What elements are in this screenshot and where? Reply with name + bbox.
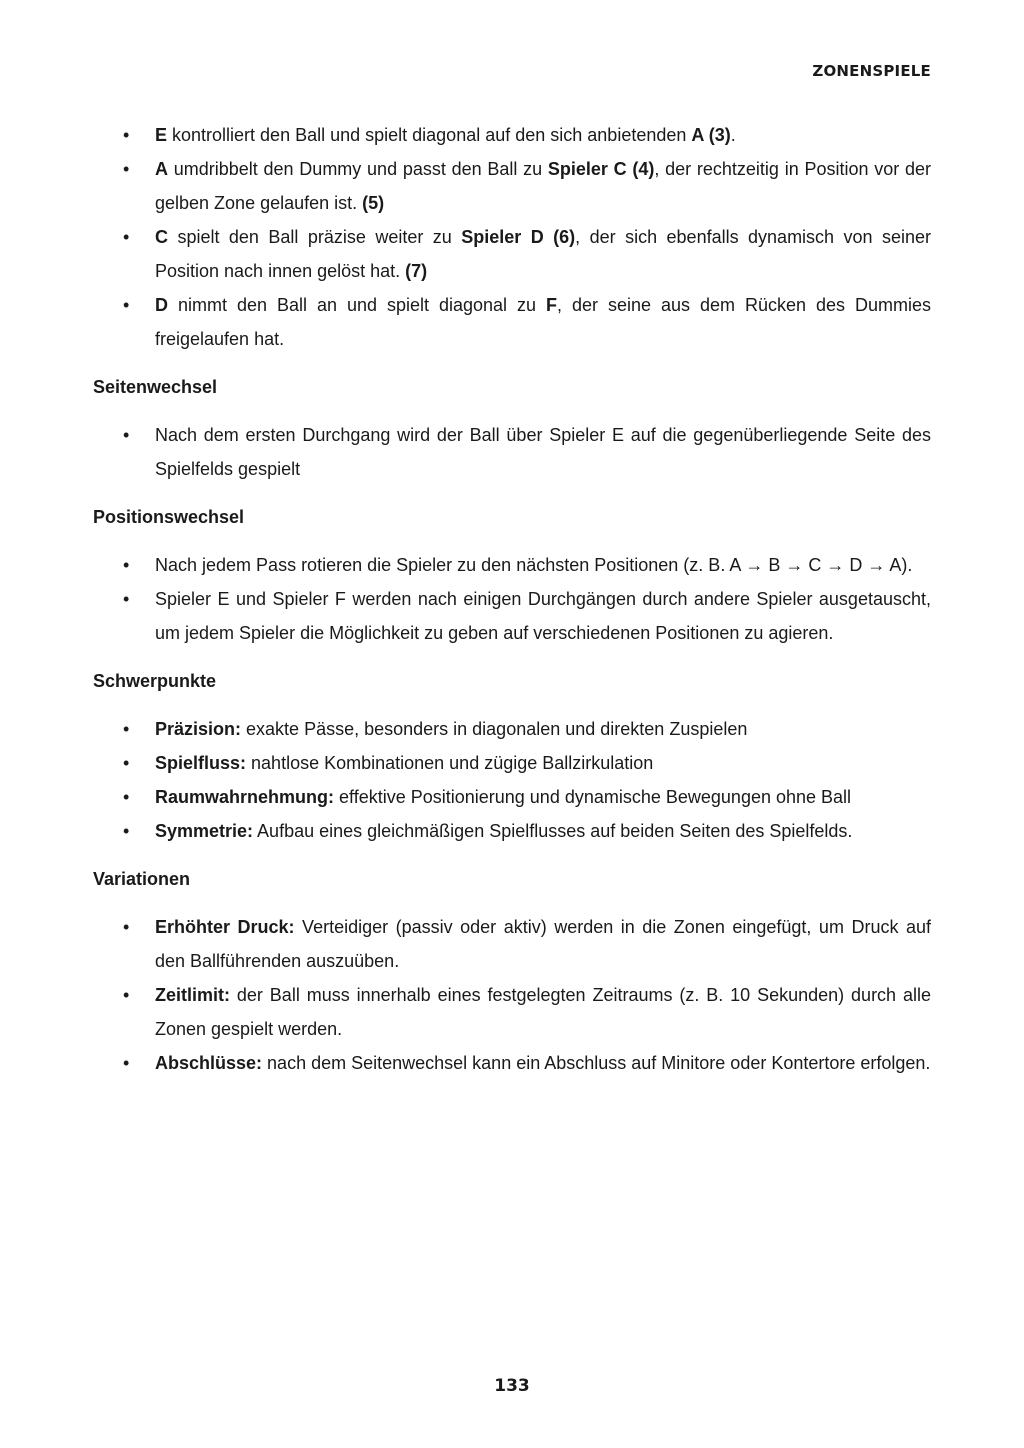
- item-text: Aufbau eines gleichmäßigen Spielflusses auf beiden Seiten des Spielfelds.: [253, 821, 853, 841]
- emphasized-text: Spielfluss:: [155, 753, 247, 773]
- sections-container: [93, 370, 931, 1080]
- item-text: nahtlose Kombinationen und zügige Ballzirkulation: [246, 753, 654, 773]
- emphasized-text: D: [155, 295, 168, 315]
- bullet-dot-icon: •: [123, 753, 130, 773]
- bullet-dot-icon: •: [123, 589, 130, 609]
- list-item: [93, 978, 931, 1046]
- bullet-dot-icon: •: [123, 787, 130, 807]
- list-item: [93, 910, 931, 978]
- bullet-dot-icon: •: [123, 917, 130, 937]
- bullet-dot-icon: •: [123, 125, 130, 145]
- bullet-dot-icon: •: [123, 227, 130, 247]
- emphasized-text: Präzision:: [155, 719, 242, 739]
- list-item: [93, 548, 931, 582]
- section-heading: Seitenwechsel: [93, 377, 218, 397]
- item-text: , der rechtzeitig in Position vor der gelben Zone gelaufen ist.: [155, 159, 931, 213]
- list-item: [93, 118, 931, 152]
- list-item: [93, 220, 931, 288]
- item-text: kontrolliert den Ball und spielt diagonal auf den sich anbietenden: [167, 125, 692, 145]
- emphasized-text: A (3): [691, 125, 731, 145]
- emphasized-text: (7): [405, 261, 428, 281]
- section-heading: Positionswechsel: [93, 507, 245, 527]
- bullet-dot-icon: •: [123, 719, 130, 739]
- section-bullet-list: [93, 910, 931, 1080]
- section-bullet-list: [93, 418, 931, 486]
- item-text: spielt den Ball präzise weiter zu: [168, 227, 462, 247]
- list-item: [93, 288, 931, 356]
- bullet-dot-icon: •: [123, 159, 130, 179]
- item-text: effektive Positionierung und dynamische Bewegungen ohne Ball: [334, 787, 852, 807]
- page-content: [93, 118, 931, 1080]
- section-bullet-list: [93, 548, 931, 650]
- emphasized-text: Raumwahrnehmung:: [155, 787, 335, 807]
- item-text: Nach dem ersten Durchgang wird der Ball über Spieler E auf die gegenüberliegende Seite des Spielfelds gespielt: [155, 425, 931, 479]
- section-heading: Variationen: [93, 869, 191, 889]
- running-header: ZONENSPIELE: [812, 62, 931, 80]
- item-text: .: [730, 125, 736, 145]
- emphasized-text: E: [155, 125, 168, 145]
- emphasized-text: Zeitlimit:: [155, 985, 230, 1005]
- bullet-dot-icon: •: [123, 985, 130, 1005]
- emphasized-text: Spieler C (4): [547, 159, 655, 179]
- item-text: umdribbelt den Dummy und passt den Ball zu: [168, 159, 548, 179]
- list-item: [93, 712, 931, 746]
- section-bullet-list: [93, 712, 931, 848]
- bullet-dot-icon: •: [123, 555, 130, 575]
- item-text: Spieler E und Spieler F werden nach einigen Durchgängen durch andere Spieler ausgetauscht, um jedem Spieler die Möglichkeit zu geben auf verschiedenen Positionen zu agieren.: [155, 589, 931, 643]
- intro-bullet-list: [93, 118, 931, 356]
- emphasized-text: Abschlüsse:: [155, 1053, 263, 1073]
- section-heading: Schwerpunkte: [93, 671, 217, 691]
- emphasized-text: Spieler D (6): [461, 227, 576, 247]
- emphasized-text: F: [546, 295, 557, 315]
- bullet-dot-icon: •: [123, 821, 130, 841]
- item-text: Verteidiger (passiv oder aktiv) werden in die Zonen eingefügt, um Druck auf den Ballführenden auszuüben.: [155, 917, 931, 971]
- item-text: , der seine aus dem Rücken des Dummies freigelaufen hat.: [155, 295, 931, 349]
- bullet-dot-icon: •: [123, 1053, 130, 1073]
- page-number: 133: [494, 1376, 530, 1396]
- bullet-dot-icon: •: [123, 425, 130, 445]
- list-item: [93, 814, 931, 848]
- emphasized-text: Symmetrie:: [155, 821, 254, 841]
- emphasized-text: A: [155, 159, 168, 179]
- item-text: der Ball muss innerhalb eines festgelegten Zeitraums (z. B. 10 Sekunden) durch alle Zonen gespielt werden.: [155, 985, 931, 1039]
- list-item: [93, 152, 931, 220]
- item-text: , der sich ebenfalls dynamisch von seiner Position nach innen gelöst hat.: [155, 227, 932, 281]
- emphasized-text: C: [155, 227, 168, 247]
- emphasized-text: Erhöhter Druck:: [155, 917, 295, 937]
- item-text: Nach jedem Pass rotieren die Spieler zu den nächsten Positionen (z. B. A → B → C → D → A).: [155, 555, 913, 575]
- list-item: [93, 746, 931, 780]
- bullet-dot-icon: •: [123, 295, 130, 315]
- item-text: exakte Pässe, besonders in diagonalen und direkten Zuspielen: [241, 719, 748, 739]
- list-item: [93, 780, 931, 814]
- item-text: nimmt den Ball an und spielt diagonal zu: [168, 295, 546, 315]
- list-item: [93, 582, 931, 650]
- item-text: nach dem Seitenwechsel kann ein Abschluss auf Minitore oder Kontertore erfolgen.: [262, 1053, 931, 1073]
- list-item: [93, 418, 931, 486]
- list-item: [93, 1046, 931, 1080]
- emphasized-text: (5): [362, 193, 385, 213]
